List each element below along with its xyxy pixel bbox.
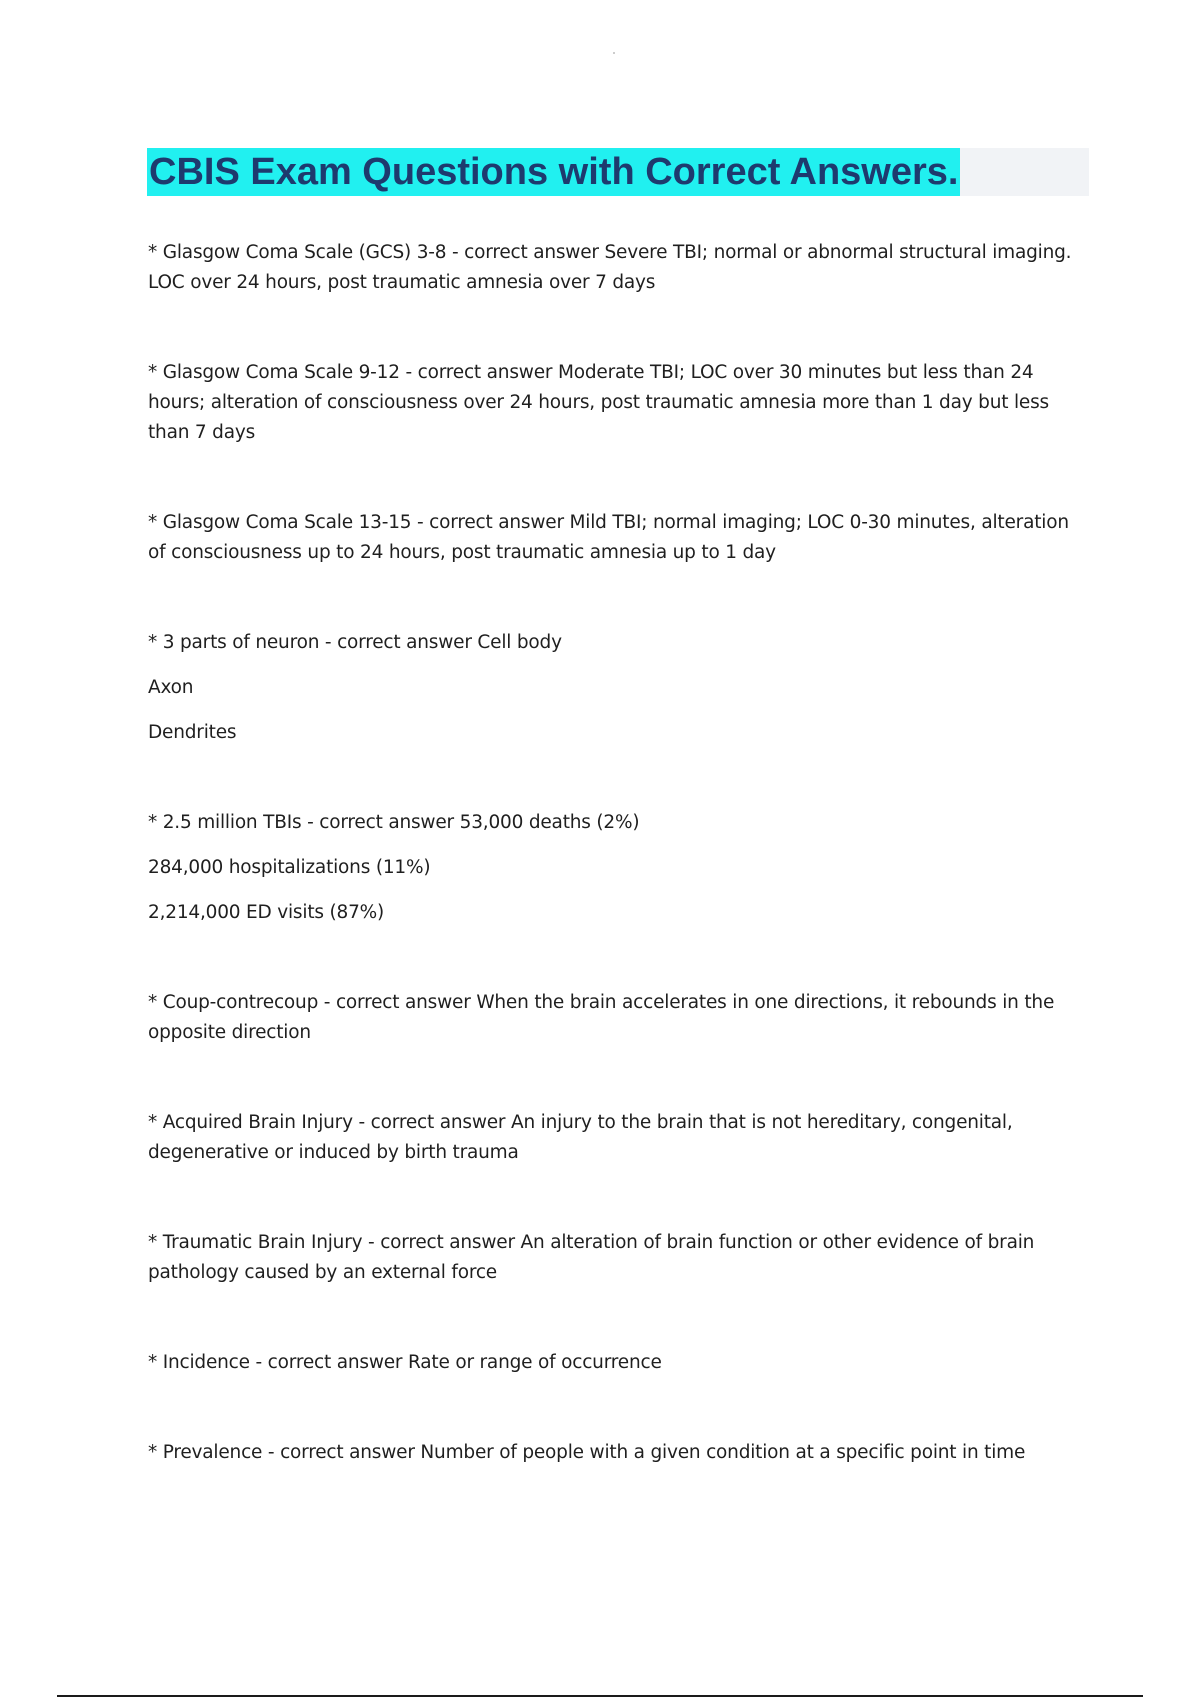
qa-text: * Traumatic Brain Injury - correct answer An alteration of brain function or other evidence of brain pathology caused by an external force — [148, 1232, 1035, 1283]
qa-list — [148, 238, 1088, 1528]
qa-extra-line: 284,000 hospitalizations (11%) — [148, 857, 431, 878]
qa-text: * 3 parts of neuron - correct answer Cell body — [148, 632, 562, 653]
qa-extra-line: 2,214,000 ED visits (87%) — [148, 902, 385, 923]
document-title: CBIS Exam Questions with Correct Answers. — [147, 148, 960, 196]
qa-extra-line: Axon — [148, 677, 194, 698]
qa-item — [148, 808, 1088, 928]
qa-item — [148, 988, 1088, 1048]
qa-item — [148, 1228, 1088, 1288]
qa-text: * Glasgow Coma Scale 13-15 - correct answer Mild TBI; normal imaging; LOC 0-30 minutes, alteration of consciousness up to 24 hours, post traumatic amnesia up to 1 day — [148, 512, 1069, 563]
qa-item — [148, 358, 1088, 448]
qa-item — [148, 508, 1088, 568]
qa-text: * Glasgow Coma Scale 9-12 - correct answer Moderate TBI; LOC over 30 minutes but less than 24 hours; alteration of consciousness over 24 hours, post traumatic amnesia more than 1 day but less than 7 days — [148, 362, 1049, 443]
qa-item — [148, 628, 1088, 748]
qa-item — [148, 1438, 1088, 1468]
qa-item — [148, 238, 1088, 298]
qa-text: * Coup-contrecoup - correct answer When the brain accelerates in one directions, it rebounds in the opposite direction — [148, 992, 1055, 1043]
qa-item — [148, 1348, 1088, 1378]
qa-item — [148, 1108, 1088, 1168]
qa-text: * Incidence - correct answer Rate or range of occurrence — [148, 1352, 662, 1373]
qa-text: * Acquired Brain Injury - correct answer An injury to the brain that is not hereditary, congenital, degenerative or induced by birth trauma — [148, 1112, 1013, 1163]
title-highlight-band — [147, 148, 1089, 196]
qa-text: * 2.5 million TBIs - correct answer 53,000 deaths (2%) — [148, 812, 640, 833]
qa-text: * Glasgow Coma Scale (GCS) 3-8 - correct answer Severe TBI; normal or abnormal structural imaging. LOC over 24 hours, post traumatic amnesia over 7 days — [148, 242, 1072, 293]
qa-text: * Prevalence - correct answer Number of people with a given condition at a specific point in time — [148, 1442, 1026, 1463]
scan-dot — [613, 52, 615, 54]
page-bottom-rule — [57, 1695, 1143, 1697]
qa-extra-line: Dendrites — [148, 722, 237, 743]
